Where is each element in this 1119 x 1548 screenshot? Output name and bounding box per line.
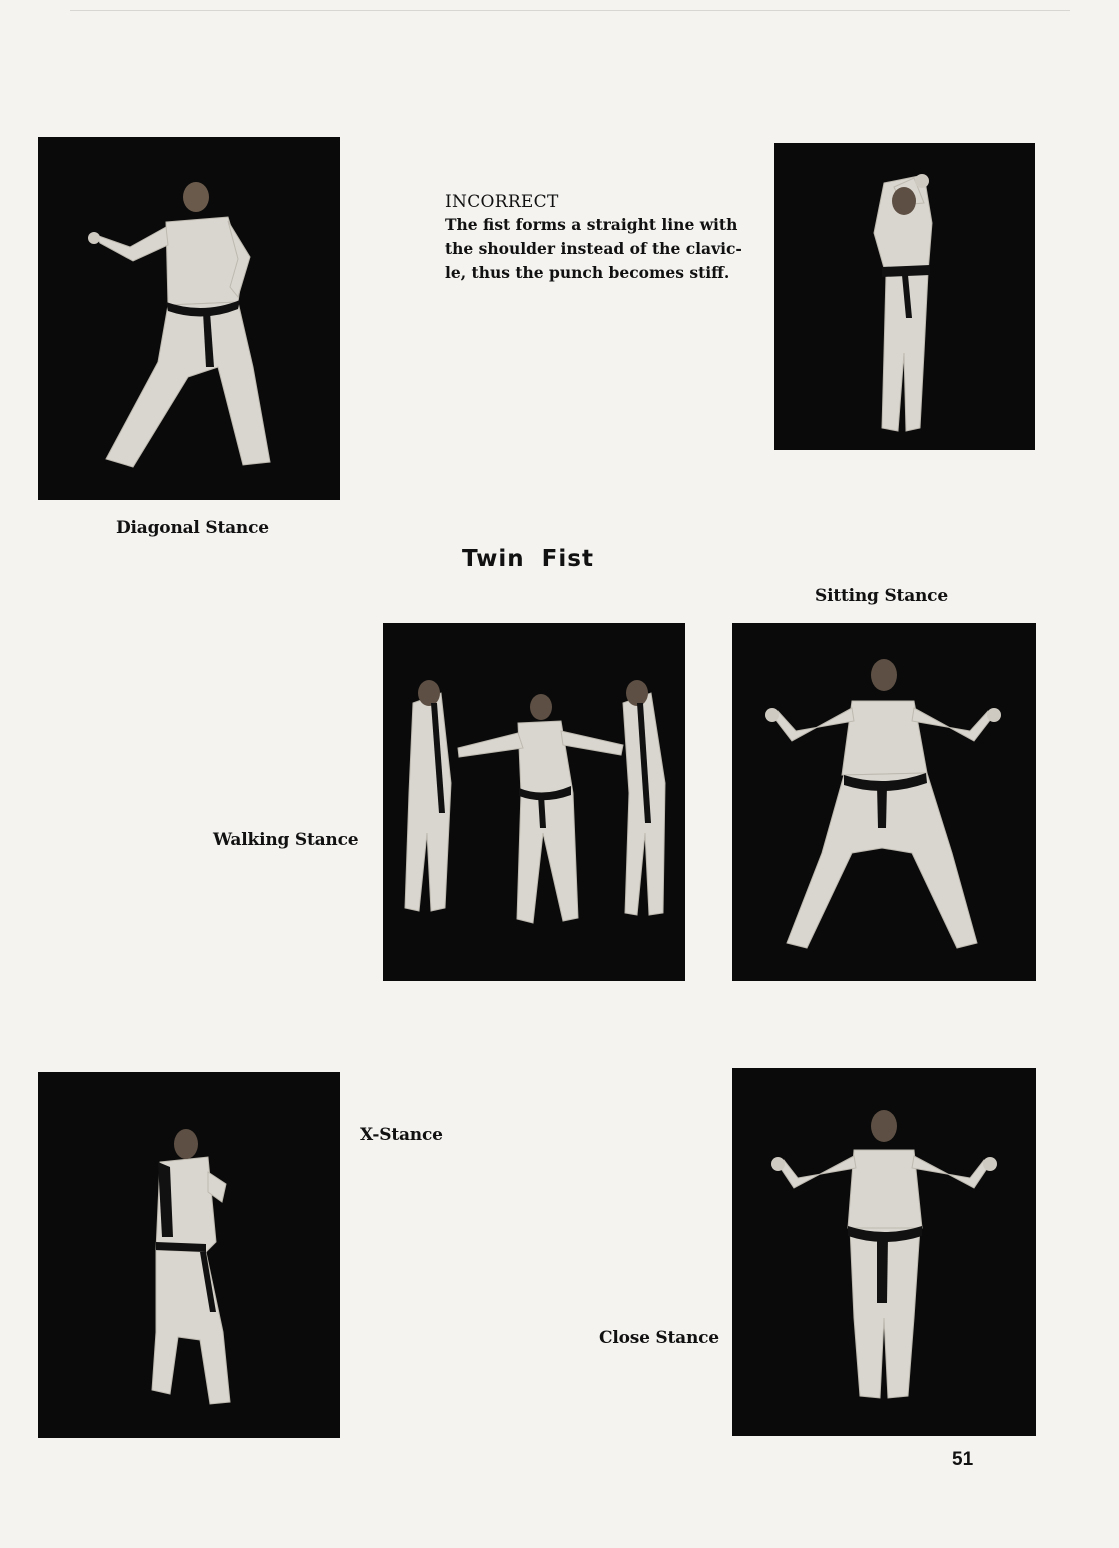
top-divider (70, 10, 1070, 11)
photo-close-stance (732, 1068, 1036, 1436)
caption-close-stance: Close Stance (599, 1328, 719, 1348)
figure-x-stance (38, 1072, 340, 1438)
photo-x-stance (38, 1072, 340, 1438)
figure-walking-stance (383, 623, 685, 981)
photo-incorrect (774, 143, 1035, 450)
photo-diagonal-stance (38, 137, 340, 500)
note-body (445, 213, 765, 285)
caption-walking-stance: Walking Stance (213, 830, 359, 850)
caption-diagonal-stance: Diagonal Stance (116, 518, 269, 538)
note-line: the shoulder instead of the clavic- (445, 239, 742, 258)
section-title: Twin Fist (462, 546, 594, 572)
page-number: 51 (952, 1449, 974, 1470)
figure-incorrect (774, 143, 1035, 450)
photo-sitting-stance (732, 623, 1036, 981)
figure-diagonal-stance (38, 137, 340, 500)
figure-close-stance (732, 1068, 1036, 1436)
caption-x-stance: X-Stance (360, 1125, 443, 1145)
incorrect-note (445, 192, 765, 285)
photo-walking-stance (383, 623, 685, 981)
figure-sitting-stance (732, 623, 1036, 981)
note-heading: INCORRECT (445, 192, 559, 212)
caption-sitting-stance: Sitting Stance (815, 586, 948, 606)
note-line: The fist forms a straight line with (445, 215, 738, 234)
note-line: le, thus the punch becomes stiff. (445, 263, 730, 282)
